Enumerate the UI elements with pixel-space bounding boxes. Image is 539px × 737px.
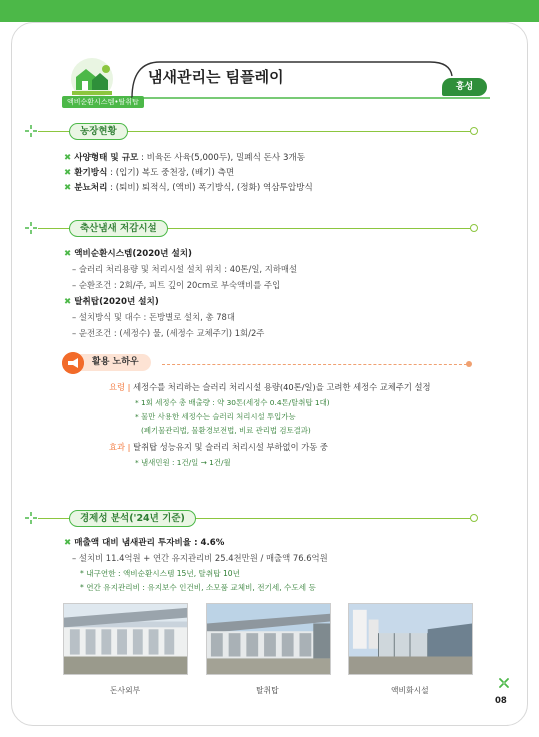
- dashed-divider: [162, 364, 467, 365]
- circle-icon: [470, 514, 478, 522]
- cross-icon: [24, 124, 38, 138]
- section-farm-header: [24, 124, 484, 140]
- x-bullet-icon: ✖: [64, 183, 72, 193]
- facility-item-2-sub-2: – 운전조건 : (세정수) 물, (세정수 교체주기) 1회/2주: [72, 328, 265, 338]
- facility-item-2-title: ✖ 탈취탑(2020년 설치): [64, 297, 159, 307]
- circle-icon: [470, 127, 478, 135]
- facility-item-2-sub-1: – 설치방식 및 대수 : 돈방별로 설치, 총 78대: [72, 312, 235, 322]
- section-title: 경제성 분석('24년 기준): [69, 510, 196, 527]
- page-number: 08: [495, 696, 507, 706]
- x-bullet-icon: ✖: [64, 153, 72, 163]
- caption-2: 탈취탑: [256, 686, 279, 695]
- cross-icon: [24, 221, 38, 235]
- caption-1: 돈사외부: [110, 686, 141, 695]
- subtag: 액비순환시스템•탈취탑: [62, 96, 144, 108]
- knowhow-box: [62, 352, 472, 482]
- photo-barn-exterior: [63, 603, 188, 675]
- knowhow-note: * 물만 사용한 세정수는 슬러리 처리시설 투입가능: [135, 412, 296, 421]
- photo-liquid-fertilizer-facility: [348, 603, 473, 675]
- knowhow-row-2: 효과 | 탈취탑 성능유지 및 슬러리 처리시설 부하없이 가동 중: [109, 442, 328, 452]
- farm-logo-icon: [62, 55, 122, 101]
- x-bullet-icon: ✖: [64, 249, 72, 259]
- economy-note: * 연간 유지관리비 : 유지보수 인건비, 소모품 교체비, 전기세, 수도세 등: [80, 583, 316, 592]
- caption-3: 액비화시설: [391, 686, 429, 695]
- facility-item-1-sub-2: – 순환조건 : 2회/주, 피트 깊이 20cm로 부숙액비를 주입: [72, 280, 281, 290]
- farm-line-2: ✖ 환기방식 : (입기) 복도 중천장, (배기) 측면: [64, 168, 235, 178]
- top-band: [0, 0, 539, 22]
- farm-line-1: ✖ 사양형태 및 규모 : 비육돈 사육(5,000두), 밀폐식 돈사 3개동: [64, 153, 306, 163]
- knowhow-label: 활용 노하우: [76, 354, 151, 371]
- region-badge: 홍성: [442, 78, 487, 96]
- x-bullet-icon: ✖: [64, 538, 72, 548]
- farm-line-3: ✖ 분뇨처리 : (퇴비) 퇴적식, (액비) 폭기방식, (정화) 역삼투압방식: [64, 183, 313, 193]
- circle-icon: [470, 224, 478, 232]
- photo-deodorizing-tower: [206, 603, 331, 675]
- section-title: 축산냄새 저감시설: [69, 220, 168, 237]
- megaphone-icon: [62, 352, 84, 374]
- knowhow-note: * 냄새민원 : 1건/일 → 1건/월: [135, 458, 231, 467]
- facility-item-1-title: ✖ 액비순환시스템(2020년 설치): [64, 249, 192, 259]
- facility-item-1-sub-1: – 슬러리 처리용량 및 처리시설 설치 위치 : 40톤/일, 지하매설: [72, 264, 298, 274]
- knowhow-note: (폐기물관리법, 물환경보전법, 비료 관리법 검토결과): [141, 426, 311, 435]
- economy-note: * 내구연한 : 액비순환시스템 15년, 탈취탑 10년: [80, 569, 240, 578]
- economy-headline: ✖ 매출액 대비 냄새관리 투자비율 : 4.6%: [64, 538, 225, 548]
- page-title: 냄새관리는 팀플레이: [148, 68, 284, 86]
- x-bullet-icon: ✖: [64, 297, 72, 307]
- section-title: 농장현황: [69, 123, 128, 140]
- knowhow-row-1: 요령 | 세정수를 처리하는 슬러리 처리시설 용량(40톤/일)을 고려한 세정수 교체주기 설정: [109, 382, 431, 392]
- section-facility-header: [24, 221, 484, 237]
- knowhow-note: * 1회 세정수 총 배출량 : 약 30톤(세정수 0.4톤/탈취탑 1대): [135, 398, 330, 407]
- dot-icon: [466, 361, 472, 367]
- x-bullet-icon: ✖: [64, 168, 72, 178]
- section-economy-header: [24, 511, 484, 527]
- cross-icon: [24, 511, 38, 525]
- economy-sub: – 설치비 11.4억원 + 연간 유지관리비 25.4천만원 / 매출액 76.6억원: [72, 553, 328, 563]
- sparkle-icon: [497, 676, 511, 690]
